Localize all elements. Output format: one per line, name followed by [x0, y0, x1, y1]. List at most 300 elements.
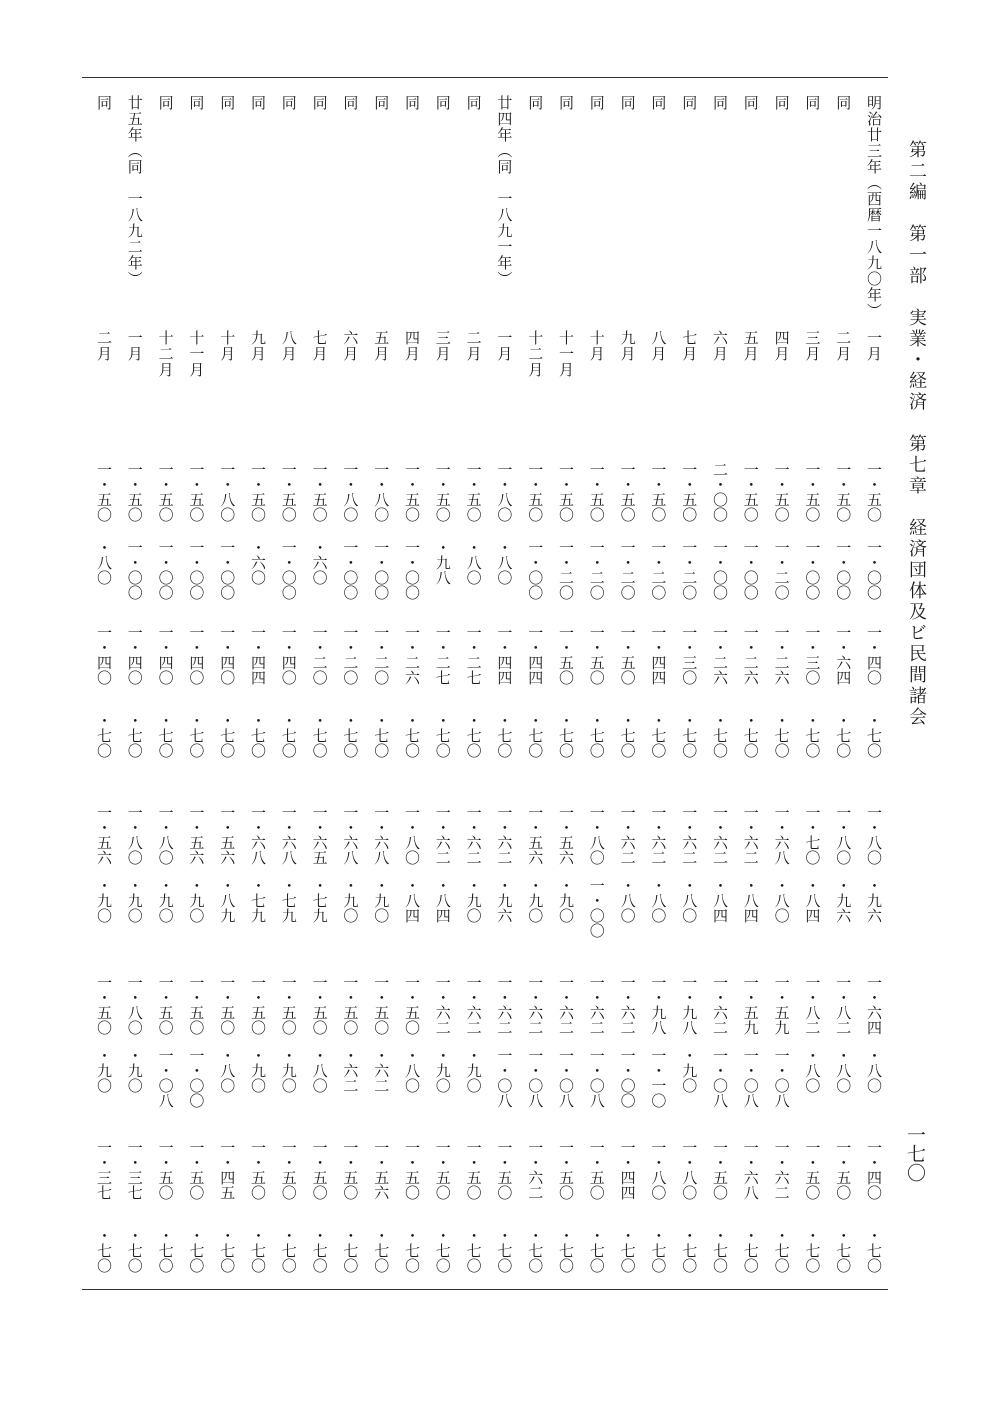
table-value-cell: ・七〇 [803, 1228, 822, 1273]
table-value-cell: ・八〇 [618, 878, 637, 923]
table-value-cell: 一・〇八 [772, 1048, 791, 1108]
table-value-cell: ・七〇 [125, 1228, 144, 1273]
table-value-cell: ・九〇 [125, 1048, 144, 1093]
table-month-cell: 十一月 [187, 330, 206, 378]
page-number: 一七〇 [904, 1125, 926, 1182]
table-value-cell: 一・四四 [249, 625, 267, 685]
table-value-cell: ・八〇 [218, 1048, 237, 1093]
table-value-cell: ・七〇 [495, 1228, 514, 1273]
table-value-cell: ・七〇 [587, 713, 606, 758]
table-value-cell: 一・五〇 [649, 462, 668, 522]
table-value-cell: 一・〇〇 [372, 540, 391, 600]
table-value-cell: 一・五〇 [464, 462, 483, 522]
table-value-cell: ・九〇 [249, 1048, 267, 1093]
table-value-cell: 一・〇〇 [587, 878, 606, 938]
table-value-cell: 一・五〇 [557, 1140, 575, 1200]
table-value-cell: ・九六 [865, 878, 883, 923]
table-value-cell: ・七〇 [649, 713, 668, 758]
table-value-cell: 一・五〇 [95, 462, 113, 522]
table-value-cell: 一・五〇 [279, 1140, 298, 1200]
table-value-cell: 一・五六 [95, 805, 113, 865]
table-value-cell: 一・五〇 [125, 462, 144, 522]
table-value-cell: 一・五〇 [741, 462, 760, 522]
table-value-cell: 一・五〇 [557, 462, 575, 522]
table-year-cell: 同 [464, 95, 483, 111]
table-value-cell: 一・五〇 [95, 975, 113, 1035]
table-value-cell: 一・六二 [557, 975, 575, 1035]
table-year-cell: 同 [95, 95, 113, 111]
table-value-cell: 一・五〇 [249, 1140, 267, 1200]
table-month-cell: 九月 [618, 330, 637, 362]
table-value-cell: ・八四 [803, 878, 822, 923]
table-value-cell: ・八〇 [495, 540, 514, 585]
table-value-cell: 二・〇〇 [711, 462, 729, 522]
table-value-cell: 一・五〇 [865, 462, 883, 522]
table-value-cell: 一・五〇 [372, 975, 391, 1035]
table-value-cell: 一・〇〇 [741, 540, 760, 600]
table-month-cell: 七月 [310, 330, 329, 362]
table-year-cell: 同 [618, 95, 637, 111]
table-year-cell: 同 [341, 95, 360, 111]
table-value-cell: 一・四〇 [218, 625, 237, 685]
table-value-cell: ・八〇 [649, 878, 668, 923]
table-value-cell: ・七〇 [156, 713, 175, 758]
table-value-cell: ・七〇 [772, 1228, 791, 1273]
table-value-cell: 一・五〇 [310, 1140, 329, 1200]
table-value-cell: 一・五〇 [403, 1140, 421, 1200]
table-value-cell: 一・五〇 [403, 975, 421, 1035]
table-value-cell: ・七〇 [680, 1228, 699, 1273]
table-value-cell: 一・二〇 [772, 540, 791, 600]
table-value-cell: 一・二〇 [310, 625, 329, 685]
table-value-cell: ・七〇 [618, 1228, 637, 1273]
table-value-cell: 一・五〇 [680, 462, 699, 522]
table-value-cell: 一・五六 [187, 805, 206, 865]
table-value-cell: ・九〇 [680, 1048, 699, 1093]
table-month-cell: 七月 [680, 330, 699, 362]
table-month-cell: 十一月 [557, 330, 575, 378]
table-value-cell: 一・〇〇 [187, 540, 206, 600]
table-value-cell: 一・五〇 [156, 462, 175, 522]
table-value-cell: 一・六二 [526, 975, 545, 1035]
table-value-cell: 一・五六 [526, 805, 545, 865]
table-value-cell: ・七〇 [495, 713, 514, 758]
table-value-cell: ・九〇 [187, 878, 206, 923]
table-value-cell: 一・八〇 [125, 975, 144, 1035]
table-value-cell: ・七〇 [187, 1228, 206, 1273]
table-value-cell: 一・六二 [711, 975, 729, 1035]
table-value-cell: 一・〇八 [741, 1048, 760, 1108]
table-value-cell: 一・五〇 [587, 462, 606, 522]
table-value-cell: 一・二七 [464, 625, 483, 685]
table-value-cell: 一・五〇 [249, 975, 267, 1035]
table-value-cell: 一・四〇 [156, 625, 175, 685]
table-value-cell: 一・六二 [433, 805, 452, 865]
table-value-cell: 一・二六 [772, 625, 791, 685]
table-value-cell: 一・八〇 [341, 462, 360, 522]
table-value-cell: ・七九 [249, 878, 267, 923]
table-value-cell: ・八四 [741, 878, 760, 923]
table-value-cell: 一・〇八 [587, 1048, 606, 1108]
table-value-cell: 一・五〇 [557, 625, 575, 685]
table-value-cell: 一・六二 [741, 805, 760, 865]
table-value-cell: 一・五六 [372, 1140, 391, 1200]
table-value-cell: 一・六八 [741, 1140, 760, 1200]
table-value-cell: ・七〇 [310, 713, 329, 758]
table-value-cell: 一・四五 [218, 1140, 237, 1200]
bottom-rule [82, 1289, 888, 1290]
table-value-cell: ・七〇 [341, 1228, 360, 1273]
table-value-cell: ・七〇 [95, 1228, 113, 1273]
table-year-cell: 同 [803, 95, 822, 111]
table-value-cell: 一・五〇 [834, 1140, 853, 1200]
table-value-cell: 一・六八 [772, 805, 791, 865]
table-value-cell: 一・五〇 [310, 462, 329, 522]
table-value-cell: 一・〇〇 [341, 540, 360, 600]
table-year-cell: 同 [403, 95, 421, 111]
table-month-cell: 十月 [218, 330, 237, 362]
table-value-cell: ・七〇 [279, 713, 298, 758]
table-value-cell: ・七〇 [711, 1228, 729, 1273]
table-value-cell: 一・六八 [341, 805, 360, 865]
table-value-cell: 一・五〇 [187, 462, 206, 522]
table-value-cell: 一・八〇 [403, 805, 421, 865]
table-value-cell: ・九〇 [95, 878, 113, 923]
table-value-cell: ・八四 [403, 878, 421, 923]
table-value-cell: 一・八〇 [125, 805, 144, 865]
table-value-cell: ・九六 [495, 878, 514, 923]
table-value-cell: ・七〇 [125, 713, 144, 758]
table-value-cell: 一・四四 [649, 625, 668, 685]
table-value-cell: ・八〇 [403, 1048, 421, 1093]
table-month-cell: 十月 [587, 330, 606, 362]
table-value-cell: 一・五六 [218, 805, 237, 865]
table-value-cell: ・八〇 [865, 1048, 883, 1093]
table-value-cell: 一・六五 [310, 805, 329, 865]
table-value-cell: 一・五〇 [156, 975, 175, 1035]
table-value-cell: 一・〇〇 [279, 540, 298, 600]
table-value-cell: ・六二 [341, 1048, 360, 1093]
table-value-cell: 一・九八 [649, 975, 668, 1035]
table-value-cell: 一・四〇 [865, 625, 883, 685]
table-value-cell: 一・二〇 [618, 540, 637, 600]
table-value-cell: ・七〇 [526, 713, 545, 758]
table-value-cell: ・七〇 [372, 1228, 391, 1273]
table-value-cell: ・七〇 [279, 1228, 298, 1273]
table-value-cell: 一・〇〇 [125, 540, 144, 600]
table-month-cell: 一月 [125, 330, 144, 362]
table-value-cell: 一・〇八 [526, 1048, 545, 1108]
table-value-cell: 一・四四 [495, 625, 514, 685]
table-value-cell: 一・五〇 [526, 462, 545, 522]
table-value-cell: 一・八〇 [649, 1140, 668, 1200]
table-value-cell: 一・二〇 [680, 540, 699, 600]
table-month-cell: 八月 [279, 330, 298, 362]
table-value-cell: 一・六二 [618, 975, 637, 1035]
table-value-cell: ・七〇 [249, 713, 267, 758]
table-value-cell: ・八〇 [680, 878, 699, 923]
table-value-cell: 一・六二 [618, 805, 637, 865]
table-value-cell: 一・〇〇 [156, 540, 175, 600]
table-value-cell: 一・八〇 [680, 1140, 699, 1200]
table-value-cell: 一・五〇 [279, 462, 298, 522]
table-value-cell: 一・〇八 [495, 1048, 514, 1108]
table-value-cell: 一・三七 [125, 1140, 144, 1200]
table-value-cell: 一・五〇 [310, 975, 329, 1035]
table-value-cell: 一・六二 [526, 1140, 545, 1200]
table-value-cell: 一・六八 [372, 805, 391, 865]
table-month-cell: 二月 [464, 330, 483, 362]
table-value-cell: 一・二〇 [649, 540, 668, 600]
table-value-cell: 一・四〇 [187, 625, 206, 685]
table-month-cell: 三月 [433, 330, 452, 362]
table-value-cell: ・六二 [372, 1048, 391, 1093]
table-value-cell: ・七〇 [803, 713, 822, 758]
table-value-cell: ・七〇 [834, 713, 853, 758]
table-value-cell: ・七〇 [433, 713, 452, 758]
table-value-cell: 一・〇八 [711, 1048, 729, 1108]
table-value-cell: 一・二六 [711, 625, 729, 685]
table-value-cell: ・七〇 [403, 1228, 421, 1273]
table-value-cell: 一・四〇 [279, 625, 298, 685]
table-year-cell: 同 [741, 95, 760, 111]
table-value-cell: ・八四 [711, 878, 729, 923]
table-value-cell: 一・九八 [680, 975, 699, 1035]
table-value-cell: ・七〇 [156, 1228, 175, 1273]
table-month-cell: 八月 [649, 330, 668, 362]
table-value-cell: 一・二〇 [372, 625, 391, 685]
table-value-cell: 一・一〇 [649, 1048, 668, 1108]
table-value-cell: 一・四四 [526, 625, 545, 685]
table-year-cell: 同 [156, 95, 175, 111]
table-value-cell: ・八〇 [772, 878, 791, 923]
table-value-cell: ・七〇 [772, 713, 791, 758]
table-value-cell: 一・四〇 [95, 625, 113, 685]
table-value-cell: ・七九 [310, 878, 329, 923]
table-value-cell: 一・六二 [464, 975, 483, 1035]
table-value-cell: 一・五〇 [803, 462, 822, 522]
table-month-cell: 四月 [403, 330, 421, 362]
table-value-cell: ・七〇 [341, 713, 360, 758]
table-value-cell: 一・六二 [772, 1140, 791, 1200]
table-value-cell: ・九六 [834, 878, 853, 923]
table-value-cell: 一・二〇 [587, 540, 606, 600]
table-value-cell: 一・八二 [834, 975, 853, 1035]
table-value-cell: 一・〇〇 [526, 540, 545, 600]
table-value-cell: ・九八 [433, 540, 452, 585]
table-value-cell: 一・五〇 [249, 462, 267, 522]
table-year-cell: 同 [649, 95, 668, 111]
table-value-cell: ・七〇 [95, 713, 113, 758]
table-year-cell: 同 [279, 95, 298, 111]
table-year-cell: 同 [834, 95, 853, 111]
table-value-cell: 一・三〇 [803, 625, 822, 685]
table-value-cell: 一・六二 [587, 975, 606, 1035]
table-value-cell: 一・〇〇 [618, 1048, 637, 1108]
table-month-cell: 六月 [341, 330, 360, 362]
table-value-cell: 一・二〇 [341, 625, 360, 685]
table-value-cell: ・七〇 [372, 713, 391, 758]
table-value-cell: 一・八〇 [865, 805, 883, 865]
table-value-cell: ・七〇 [587, 1228, 606, 1273]
table-value-cell: 一・八二 [803, 975, 822, 1035]
table-value-cell: 一・六二 [680, 805, 699, 865]
table-value-cell: 一・五〇 [587, 625, 606, 685]
table-value-cell: ・七〇 [218, 713, 237, 758]
table-value-cell: 一・五〇 [279, 975, 298, 1035]
table-value-cell: 一・二六 [741, 625, 760, 685]
table-value-cell: 一・五〇 [156, 1140, 175, 1200]
table-value-cell: 一・八〇 [587, 805, 606, 865]
table-value-cell: ・七〇 [618, 713, 637, 758]
table-value-cell: 一・〇〇 [187, 1048, 206, 1108]
table-value-cell: 一・六八 [249, 805, 267, 865]
table-value-cell: ・八〇 [310, 1048, 329, 1093]
table-value-cell: 一・〇〇 [803, 540, 822, 600]
table-value-cell: 一・六八 [279, 805, 298, 865]
table-value-cell: ・八四 [433, 878, 452, 923]
table-value-cell: 一・五〇 [187, 1140, 206, 1200]
table-value-cell: ・七〇 [249, 1228, 267, 1273]
table-value-cell: 一・八〇 [834, 805, 853, 865]
table-value-cell: ・七〇 [464, 1228, 483, 1273]
table-month-cell: 九月 [249, 330, 267, 362]
table-value-cell: 一・五〇 [433, 1140, 452, 1200]
table-value-cell: 一・六四 [834, 625, 853, 685]
table-value-cell: ・六〇 [310, 540, 329, 585]
table-value-cell: ・七〇 [741, 713, 760, 758]
table-value-cell: ・七〇 [741, 1228, 760, 1273]
table-year-cell: 同 [433, 95, 452, 111]
table-value-cell: 一・六二 [464, 805, 483, 865]
table-value-cell: ・八〇 [803, 1048, 822, 1093]
table-year-cell: 同 [526, 95, 545, 111]
table-month-cell: 一月 [865, 330, 883, 362]
table-month-cell: 十二月 [156, 330, 175, 378]
table-value-cell: 一・〇〇 [865, 540, 883, 600]
running-header: 第二編 第一部 実業・経済 第七章 経済団体及ビ民間諸会 [906, 140, 927, 728]
table-value-cell: ・七〇 [218, 1228, 237, 1273]
table-value-cell: 一・二七 [433, 625, 452, 685]
table-value-cell: ・九〇 [557, 878, 575, 923]
table-value-cell: 一・〇八 [557, 1048, 575, 1108]
table-year-cell: 同 [372, 95, 391, 111]
table-month-cell: 十二月 [526, 330, 545, 378]
table-year-cell: 同 [557, 95, 575, 111]
table-value-cell: 一・〇八 [156, 1048, 175, 1108]
table-year-cell: 同 [680, 95, 699, 111]
table-month-cell: 六月 [711, 330, 729, 362]
table-value-cell: ・七〇 [557, 713, 575, 758]
table-value-cell: ・九〇 [526, 878, 545, 923]
table-value-cell: ・八〇 [834, 1048, 853, 1093]
table-value-cell: ・七九 [279, 878, 298, 923]
table-value-cell: 一・五九 [741, 975, 760, 1035]
table-value-cell: 一・〇〇 [834, 540, 853, 600]
table-month-cell: 二月 [834, 330, 853, 362]
table-value-cell: 一・二〇 [557, 540, 575, 600]
table-value-cell: ・七〇 [526, 1228, 545, 1273]
table-value-cell: 一・五〇 [587, 1140, 606, 1200]
table-value-cell: ・九〇 [464, 878, 483, 923]
table-value-cell: 一・六二 [433, 975, 452, 1035]
table-month-cell: 四月 [772, 330, 791, 362]
table-year-cell: 廿五年（同 一八九二年） [125, 95, 144, 287]
table-value-cell: ・六〇 [249, 540, 267, 585]
table-value-cell: 一・五〇 [772, 462, 791, 522]
table-value-cell: 一・五〇 [495, 1140, 514, 1200]
table-value-cell: ・七〇 [865, 713, 883, 758]
table-value-cell: ・九〇 [125, 878, 144, 923]
table-value-cell: 一・五〇 [187, 975, 206, 1035]
table-value-cell: ・九〇 [279, 1048, 298, 1093]
table-value-cell: 一・八〇 [372, 462, 391, 522]
table-value-cell: 一・六二 [649, 805, 668, 865]
table-year-cell: 同 [249, 95, 267, 111]
table-value-cell: 一・〇〇 [218, 540, 237, 600]
table-value-cell: 一・五〇 [341, 1140, 360, 1200]
table-value-cell: ・七〇 [649, 1228, 668, 1273]
table-value-cell: 一・五〇 [711, 1140, 729, 1200]
table-value-cell: ・七〇 [433, 1228, 452, 1273]
table-value-cell: 一・五〇 [834, 462, 853, 522]
table-value-cell: ・九〇 [95, 1048, 113, 1093]
table-value-cell: 一・五〇 [618, 462, 637, 522]
table-year-cell: 同 [587, 95, 606, 111]
table-year-cell: 廿四年（同 一八九一年） [495, 95, 514, 287]
table-value-cell: 一・六二 [711, 805, 729, 865]
table-value-cell: 一・〇〇 [711, 540, 729, 600]
table-month-cell: 五月 [741, 330, 760, 362]
table-value-cell: ・七〇 [403, 713, 421, 758]
table-value-cell: ・七〇 [557, 1228, 575, 1273]
table-value-cell: ・七〇 [711, 713, 729, 758]
table-value-cell: 一・三〇 [680, 625, 699, 685]
table-value-cell: ・七〇 [310, 1228, 329, 1273]
table-value-cell: ・七〇 [187, 713, 206, 758]
table-value-cell: 一・六四 [865, 975, 883, 1035]
table-value-cell: 一・五六 [557, 805, 575, 865]
table-value-cell: ・七〇 [680, 713, 699, 758]
table-month-cell: 二月 [95, 330, 113, 362]
table-year-cell: 明治廿三年（西暦一八九〇年） [865, 95, 883, 319]
table-value-cell: 一・六二 [495, 805, 514, 865]
table-value-cell: 一・五〇 [218, 975, 237, 1035]
table-value-cell: ・九〇 [433, 1048, 452, 1093]
table-value-cell: 一・八〇 [218, 462, 237, 522]
top-rule [82, 77, 888, 78]
table-value-cell: ・七〇 [834, 1228, 853, 1273]
table-value-cell: ・九〇 [372, 878, 391, 923]
table-value-cell: ・八〇 [95, 540, 113, 585]
table-value-cell: ・九〇 [341, 878, 360, 923]
table-value-cell: ・九〇 [156, 878, 175, 923]
table-value-cell: ・八〇 [464, 540, 483, 585]
table-value-cell: 一・五九 [772, 975, 791, 1035]
table-value-cell: 一・五〇 [403, 462, 421, 522]
table-value-cell: 一・八〇 [495, 462, 514, 522]
table-value-cell: 一・二六 [403, 625, 421, 685]
table-value-cell: 一・三七 [95, 1140, 113, 1200]
table-value-cell: 一・四〇 [865, 1140, 883, 1200]
table-value-cell: 一・〇〇 [403, 540, 421, 600]
table-value-cell: 一・四〇 [125, 625, 144, 685]
table-value-cell: 一・七〇 [803, 805, 822, 865]
table-value-cell: 一・五〇 [803, 1140, 822, 1200]
table-value-cell: 一・五〇 [618, 625, 637, 685]
table-year-cell: 同 [310, 95, 329, 111]
table-year-cell: 同 [187, 95, 206, 111]
